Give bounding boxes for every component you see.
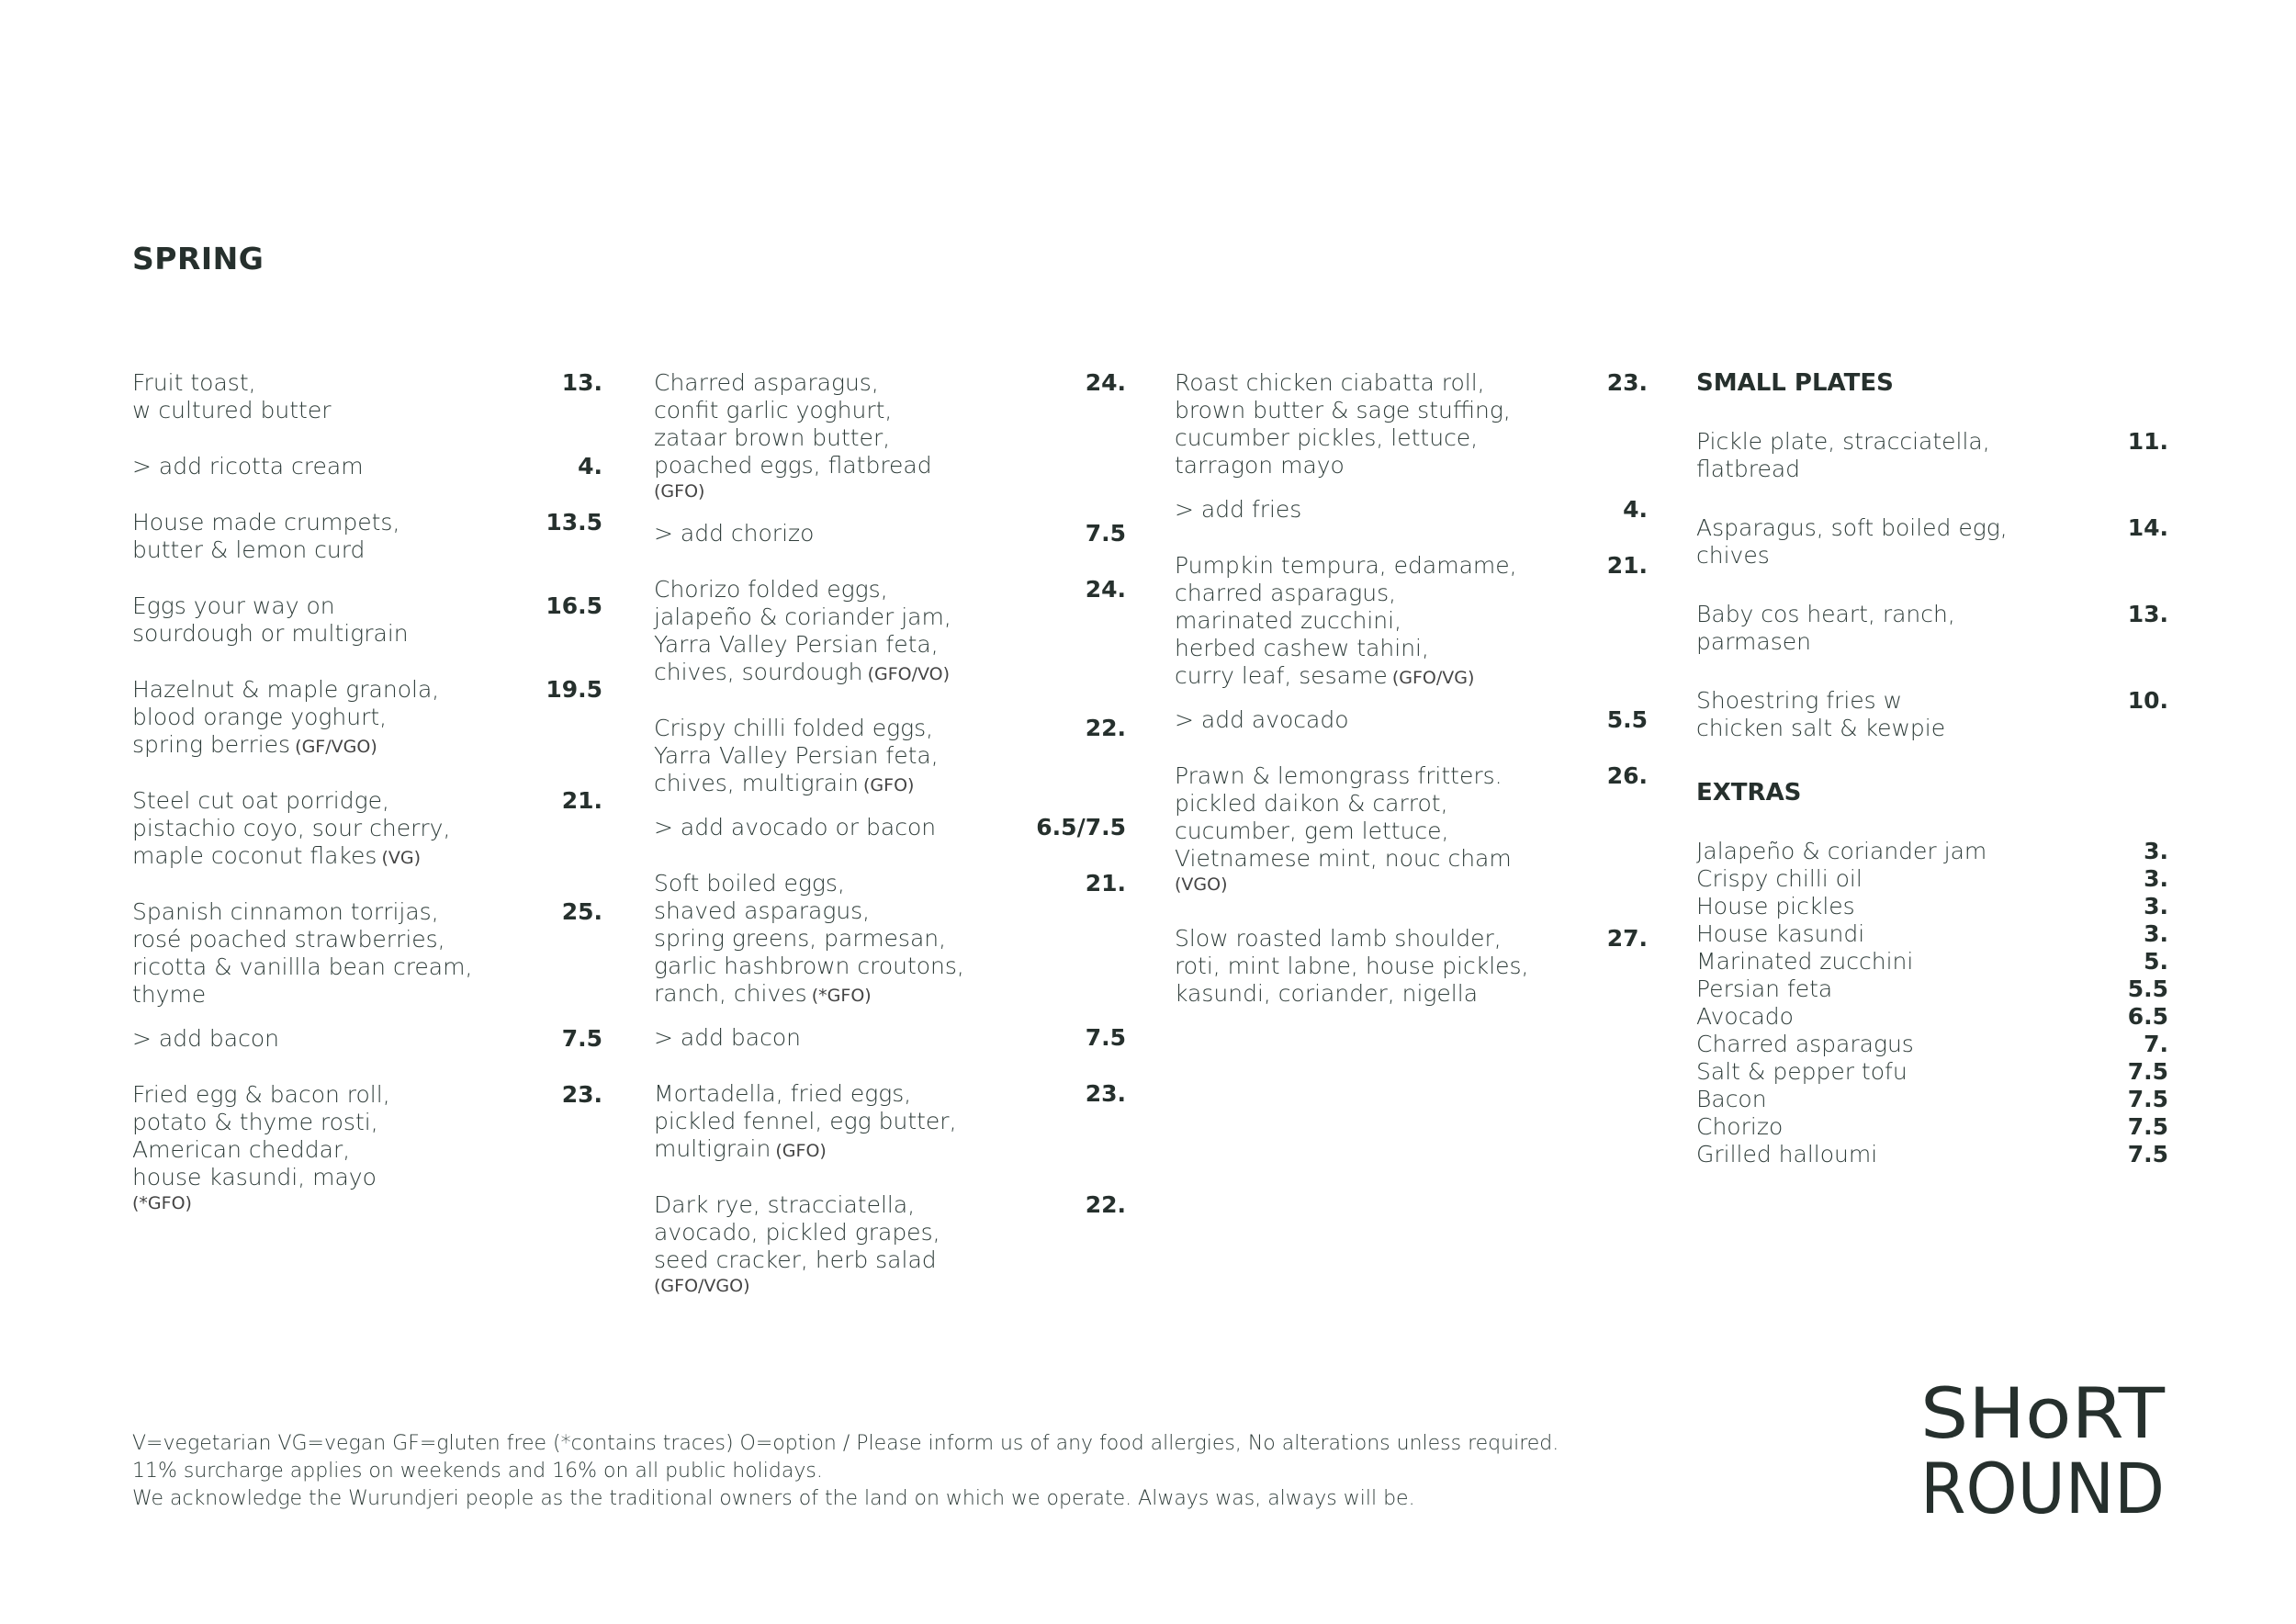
extras-item-price: 5. [2144, 948, 2168, 975]
menu-item-description: Baby cos heart, ranch, parmasen [1696, 601, 1955, 655]
menu-item-description: Pickle plate, stracciatella, flatbread [1696, 428, 1990, 482]
menu-item [132, 1081, 602, 1215]
menu-item [654, 1191, 1126, 1298]
menu-item-text [132, 787, 450, 870]
extras-item-price: 7.5 [2127, 1141, 2168, 1167]
menu-item-description: > add avocado [1175, 706, 1349, 733]
menu-item-text [654, 369, 932, 503]
menu-item-price: 23. [1085, 1080, 1126, 1107]
extras-item-name: Chorizo [1696, 1113, 1784, 1140]
menu-item-description: Eggs your way on sourdough or multigrain [132, 592, 409, 647]
extras-item-name: Salt & pepper tofu [1696, 1058, 1908, 1085]
menu-item-price: 21. [1606, 552, 1648, 579]
extras-item [1696, 1003, 2168, 1031]
extras-item [1696, 893, 2168, 920]
menu-item-description: Slow roasted lamb shoulder, roti, mint labne, house pickles, kasundi, coriander, nigella [1175, 925, 1529, 1007]
menu-item-text [1696, 687, 1945, 742]
menu-item-text [132, 676, 439, 759]
menu-item [1175, 925, 1648, 1008]
extras-item-name: Avocado [1696, 1003, 1794, 1030]
extras-item-price: 3. [2144, 838, 2168, 864]
menu-item-text [1696, 601, 1955, 656]
extras-item-name: House kasundi [1696, 920, 1865, 947]
extras-item-price: 7.5 [2127, 1113, 2168, 1140]
menu-item [132, 592, 602, 648]
extras-item-price: 3. [2144, 920, 2168, 947]
menu-item [654, 1024, 1126, 1052]
menu-item-price: 16.5 [546, 592, 602, 619]
menu-column-2 [654, 369, 1126, 1298]
menu-item-description: Dark rye, stracciatella, avocado, pickled grapes, seed cracker, herb salad [654, 1191, 940, 1273]
menu-item-price: 11. [2127, 428, 2168, 455]
menu-item-text [1175, 706, 1349, 734]
extras-item [1696, 1058, 2168, 1086]
menu-item-price: 5.5 [1606, 706, 1648, 733]
menu-item [1175, 369, 1648, 479]
dietary-tag: (GFO) [654, 481, 705, 502]
menu-item-text [654, 1080, 957, 1163]
menu-item-text [1175, 369, 1511, 479]
menu-item-description: Pumpkin tempura, edamame, charred asparagus, marinated zucchini, herbed cashew tahini, curry leaf, sesame [1175, 552, 1517, 689]
menu-item [654, 715, 1126, 797]
footer-surcharge-note: 11% surcharge applies on weekends and 16% on all public holidays. [132, 1460, 823, 1483]
menu-item [1175, 706, 1648, 734]
menu-item-text [654, 520, 814, 547]
extras-item-name: Jalapeño & coriander jam [1696, 838, 1987, 864]
dietary-tag: (GFO/VGO) [654, 1276, 750, 1296]
menu-item-price: 19.5 [546, 676, 602, 703]
menu-column-4 [1696, 369, 2168, 1168]
menu-item-price: 7.5 [561, 1025, 602, 1052]
menu-item-text [1175, 552, 1517, 690]
season-heading: SPRING [132, 241, 264, 276]
menu-item-text [132, 1081, 390, 1215]
menu-item [1175, 762, 1648, 897]
menu-item-price: 24. [1085, 576, 1126, 603]
menu-item-price: 14. [2127, 514, 2168, 541]
extras-item-name: Grilled halloumi [1696, 1141, 1878, 1167]
menu-item-description: Crispy chilli folded eggs, Yarra Valley Persian feta, chives, multigrain [654, 715, 939, 796]
menu-item-description: Mortadella, fried eggs, pickled fennel, egg butter, multigrain [654, 1080, 957, 1162]
menu-item [1696, 514, 2168, 570]
menu-item-text [132, 1025, 279, 1053]
menu-item-description: > add bacon [132, 1025, 279, 1052]
menu-item-text [1696, 428, 1990, 483]
menu-item-description: Charred asparagus, confit garlic yoghurt, zataar brown butter, poached eggs, flatbread [654, 369, 932, 479]
extras-heading: EXTRAS [1696, 779, 1802, 806]
menu-item-text [1175, 925, 1529, 1008]
menu-item-description: Asparagus, soft boiled egg, chives [1696, 514, 2008, 569]
menu-item-text [654, 576, 951, 686]
extras-item-price: 3. [2144, 893, 2168, 919]
menu-item-price: 13.5 [546, 509, 602, 536]
menu-item-price: 27. [1606, 925, 1648, 952]
menu-item-price: 4. [578, 453, 602, 479]
menu-item-description: Shoestring fries w chicken salt & kewpie [1696, 687, 1946, 741]
dietary-tag: (VGO) [1175, 874, 1228, 895]
menu-item-price: 21. [1085, 870, 1126, 897]
menu-item [1696, 601, 2168, 656]
logo-line-1: SHoRT [1920, 1373, 2166, 1454]
menu-item [654, 576, 1126, 686]
menu-item [132, 1025, 602, 1053]
menu-item-price: 13. [561, 369, 602, 396]
short-round-logo [1918, 1373, 2167, 1516]
menu-item [654, 369, 1126, 503]
menu-item-price: 7.5 [1085, 1024, 1126, 1051]
menu-item [1175, 552, 1648, 690]
menu-item [132, 898, 602, 1009]
menu-item-description: Fruit toast, w cultured butter [132, 369, 332, 423]
menu-item-price: 24. [1085, 369, 1126, 396]
menu-item-description: Spanish cinnamon torrijas, rosé poached strawberries, ricotta & vanillla bean cream, thyme [132, 898, 473, 1008]
menu-item [132, 676, 602, 759]
menu-item-price: 22. [1085, 715, 1126, 741]
extras-item-name: Persian feta [1696, 976, 1833, 1002]
menu-item-price: 23. [561, 1081, 602, 1108]
menu-item-text [132, 898, 472, 1009]
menu-item-price: 22. [1085, 1191, 1126, 1218]
menu-item-text [1175, 762, 1512, 897]
extras-item [1696, 976, 2168, 1003]
extras-item-price: 5.5 [2127, 976, 2168, 1002]
menu-item-description: Prawn & lemongrass fritters. pickled daikon & carrot, cucumber, gem lettuce, Vietnamese mint, nouc cham [1175, 762, 1512, 872]
menu-item [132, 369, 602, 424]
extras-item [1696, 838, 2168, 865]
extras-item [1696, 1086, 2168, 1113]
menu-item-price: 26. [1606, 762, 1648, 789]
menu-item [654, 814, 1126, 841]
menu-item [654, 520, 1126, 547]
menu-item [132, 509, 602, 564]
dietary-tag: (GFO) [863, 775, 915, 795]
menu-item [654, 870, 1126, 1008]
dietary-tag: (VG) [381, 848, 422, 868]
menu-item-description: > add chorizo [654, 520, 815, 547]
extras-item-price: 7. [2144, 1031, 2168, 1057]
menu-item-price: 21. [561, 787, 602, 814]
menu-item-text [654, 715, 939, 797]
menu-item [132, 787, 602, 870]
extras-item-name: Marinated zucchini [1696, 948, 1914, 975]
menu-item [1696, 687, 2168, 742]
menu-item-price: 4. [1623, 496, 1648, 523]
dietary-tag: (*GFO) [132, 1193, 192, 1213]
menu-item-text [132, 509, 400, 564]
extras-item-name: Bacon [1696, 1086, 1767, 1112]
extras-item-name: Charred asparagus [1696, 1031, 1914, 1057]
menu-item-text [1696, 514, 2008, 570]
menu-item-description: Fried egg & bacon roll, potato & thyme rosti, American cheddar, house kasundi, mayo [132, 1081, 390, 1190]
menu-item [132, 453, 602, 480]
menu-item-description: Roast chicken ciabatta roll, brown butter & sage stuffing, cucumber pickles, lettuce, tarragon mayo [1175, 369, 1511, 479]
menu-item-text [654, 870, 964, 1008]
dietary-tag: (GF/VGO) [295, 737, 377, 757]
extras-item-price: 7.5 [2127, 1058, 2168, 1085]
menu-item-text [132, 453, 364, 480]
footer-dietary-note: V=vegetarian VG=vegan GF=gluten free (*contains traces) O=option / Please inform us of any food allergies, No alterations unless required. [132, 1432, 1559, 1455]
extras-item [1696, 1113, 2168, 1141]
menu-item-description: > add bacon [654, 1024, 801, 1051]
logo-line-2: ROUND [1920, 1448, 2165, 1516]
dietary-tag: (GFO) [775, 1141, 827, 1161]
extras-item [1696, 1031, 2168, 1058]
menu-item-description: House made crumpets, butter & lemon curd [132, 509, 400, 563]
extras-item [1696, 948, 2168, 976]
menu-item-description: Steel cut oat porridge, pistachio coyo, sour cherry, maple coconut flakes [132, 787, 451, 869]
menu-item-text [654, 1191, 940, 1298]
menu-item-price: 7.5 [1085, 520, 1126, 547]
extras-list [1696, 838, 2168, 1168]
dietary-tag: (*GFO) [811, 986, 872, 1006]
menu-item-text [132, 369, 331, 424]
menu-item-description: Soft boiled eggs, shaved asparagus, spring greens, parmesan, garlic hashbrown croutons, ranch, chives [654, 870, 964, 1007]
small-plates-heading: SMALL PLATES [1696, 369, 1894, 397]
menu-item-description: > add fries [1175, 496, 1302, 523]
menu-item-price: 6.5/7.5 [1036, 814, 1126, 840]
menu-item [654, 1080, 1126, 1163]
menu-item [1696, 428, 2168, 483]
menu-column-3 [1175, 369, 1648, 1008]
dietary-tag: (GFO/VO) [867, 664, 951, 684]
dietary-tag: (GFO/VG) [1391, 668, 1475, 688]
small-plates-list [1696, 428, 2168, 742]
menu-item-description: > add avocado or bacon [654, 814, 937, 840]
extras-item-name: Crispy chilli oil [1696, 865, 1863, 892]
menu-item-text [654, 1024, 801, 1052]
menu-item-price: 25. [561, 898, 602, 925]
extras-item-price: 6.5 [2127, 1003, 2168, 1030]
menu-item-description: > add ricotta cream [132, 453, 364, 479]
extras-item-price: 7.5 [2127, 1086, 2168, 1112]
menu-item-description: Hazelnut & maple granola, blood orange yoghurt, spring berries [132, 676, 440, 758]
menu-column-1 [132, 369, 602, 1215]
menu-item-price: 13. [2127, 601, 2168, 627]
menu-item-price: 23. [1606, 369, 1648, 396]
menu-item-text [132, 592, 409, 648]
extras-item-name: House pickles [1696, 893, 1855, 919]
extras-item-price: 3. [2144, 865, 2168, 892]
footer-notes [132, 1430, 1559, 1513]
extras-item [1696, 865, 2168, 893]
menu-item-text [1175, 496, 1301, 524]
menu-item [1175, 496, 1648, 524]
extras-item [1696, 1141, 2168, 1168]
menu-item-description: Chorizo folded eggs, jalapeño & coriander jam, Yarra Valley Persian feta, chives, sourdough [654, 576, 951, 685]
menu-item-price: 10. [2127, 687, 2168, 714]
menu-item-text [654, 814, 936, 841]
footer-acknowledgement: We acknowledge the Wurundjeri people as the traditional owners of the land on which we operate. Always was, always will be. [132, 1487, 1415, 1510]
extras-item [1696, 920, 2168, 948]
